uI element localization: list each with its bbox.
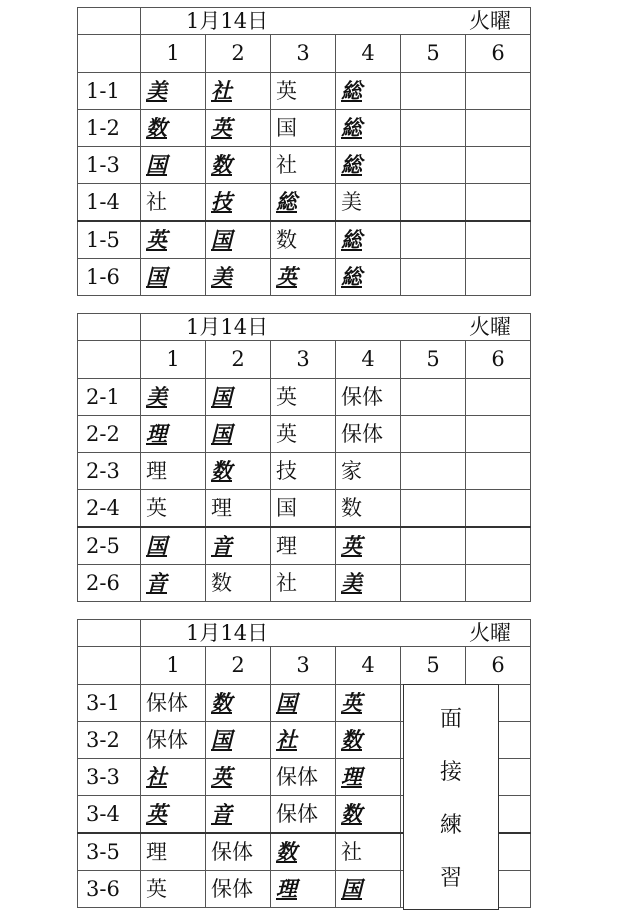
subject-cell <box>271 685 336 722</box>
subject-label: 社 <box>211 78 232 103</box>
subject-label: 理 <box>146 839 167 864</box>
weekday-label: 火曜 <box>469 8 511 33</box>
table-row <box>78 73 531 110</box>
subject-cell <box>271 527 336 565</box>
subject-cell <box>271 110 336 147</box>
subject-label: 英 <box>276 78 297 103</box>
subject-cell <box>206 259 271 296</box>
subject-label: 保体 <box>276 764 318 789</box>
subject-label: 国 <box>211 384 232 409</box>
subject-cell <box>141 221 206 259</box>
date-label: 1月14日 <box>186 620 269 645</box>
corner-cell <box>78 8 141 35</box>
subject-label: 保体 <box>341 384 383 409</box>
subject-cell <box>271 565 336 602</box>
subject-label: 数 <box>146 115 167 140</box>
period-number: 4 <box>336 35 401 73</box>
subject-label: 国 <box>146 264 167 289</box>
period-number: 4 <box>336 647 401 685</box>
subject-label: 美 <box>146 384 167 409</box>
subject-cell <box>466 221 531 259</box>
period-number: 6 <box>466 341 531 379</box>
subject-label: 国 <box>146 152 167 177</box>
class-label: 1-6 <box>78 259 141 296</box>
subject-label: 理 <box>211 495 232 520</box>
subject-label: 音 <box>211 801 232 826</box>
subject-cell <box>271 416 336 453</box>
subject-cell <box>141 759 206 796</box>
notice-char: 接 <box>439 760 462 785</box>
date-row <box>78 620 531 647</box>
subject-label: 保体 <box>276 801 318 826</box>
table-row <box>78 490 531 528</box>
subject-cell <box>466 259 531 296</box>
subject-cell <box>206 685 271 722</box>
subject-label: 総 <box>341 78 362 103</box>
subject-cell <box>336 416 401 453</box>
subject-label: 音 <box>211 533 232 558</box>
subject-label: 英 <box>146 876 167 901</box>
date-header <box>141 620 531 647</box>
date-header <box>141 8 531 35</box>
subject-cell <box>401 147 466 184</box>
subject-cell <box>206 379 271 416</box>
subject-label: 数 <box>341 495 362 520</box>
subject-label: 総 <box>341 264 362 289</box>
subject-cell <box>271 833 336 871</box>
subject-label: 国 <box>341 876 362 901</box>
class-label: 2-6 <box>78 565 141 602</box>
subject-cell <box>271 184 336 222</box>
subject-label: 理 <box>276 533 297 558</box>
corner-cell <box>78 620 141 647</box>
subject-cell <box>206 527 271 565</box>
table-row <box>78 147 531 184</box>
subject-cell <box>206 722 271 759</box>
subject-label: 保体 <box>211 876 253 901</box>
subject-label: 数 <box>276 839 297 864</box>
period-number: 4 <box>336 341 401 379</box>
subject-cell <box>336 379 401 416</box>
class-label: 2-4 <box>78 490 141 528</box>
subject-label: 数 <box>276 227 297 252</box>
subject-label: 保体 <box>341 421 383 446</box>
subject-label: 技 <box>211 189 232 214</box>
class-label: 2-5 <box>78 527 141 565</box>
subject-cell <box>401 184 466 222</box>
corner-cell <box>78 314 141 341</box>
subject-cell <box>141 110 206 147</box>
subject-label: 保体 <box>146 727 188 752</box>
subject-cell <box>336 685 401 722</box>
subject-label: 理 <box>146 421 167 446</box>
subject-label: 理 <box>341 764 362 789</box>
subject-label: 社 <box>276 570 297 595</box>
subject-label: 家 <box>341 458 362 483</box>
class-label: 3-1 <box>78 685 141 722</box>
subject-cell <box>206 796 271 834</box>
subject-label: 数 <box>211 570 232 595</box>
subject-cell <box>401 565 466 602</box>
subject-cell <box>271 871 336 908</box>
subject-cell <box>401 259 466 296</box>
period-header-row <box>78 35 531 73</box>
subject-cell <box>336 147 401 184</box>
subject-cell <box>271 221 336 259</box>
subject-label: 英 <box>341 533 362 558</box>
period-number: 5 <box>401 647 466 685</box>
subject-cell <box>401 73 466 110</box>
subject-cell <box>206 565 271 602</box>
class-label: 3-2 <box>78 722 141 759</box>
period-header-row <box>78 647 531 685</box>
corner-cell <box>78 647 141 685</box>
subject-label: 美 <box>146 78 167 103</box>
subject-cell <box>401 110 466 147</box>
subject-label: 国 <box>146 533 167 558</box>
subject-cell <box>336 565 401 602</box>
subject-label: 社 <box>146 189 167 214</box>
subject-cell <box>206 759 271 796</box>
period-number: 1 <box>141 35 206 73</box>
subject-label: 数 <box>211 690 232 715</box>
timetable-grade-2 <box>77 313 531 602</box>
subject-label: 国 <box>276 115 297 140</box>
subject-cell <box>271 722 336 759</box>
table-row <box>78 379 531 416</box>
table-row <box>78 416 531 453</box>
subject-cell <box>271 796 336 834</box>
subject-cell <box>466 490 531 528</box>
subject-cell <box>141 796 206 834</box>
table-row <box>78 221 531 259</box>
subject-cell <box>206 833 271 871</box>
subject-cell <box>336 73 401 110</box>
subject-cell <box>141 871 206 908</box>
period-number: 5 <box>401 341 466 379</box>
subject-label: 英 <box>341 690 362 715</box>
subject-label: 保体 <box>146 690 188 715</box>
subject-label: 数 <box>341 727 362 752</box>
subject-cell <box>336 221 401 259</box>
subject-cell <box>271 453 336 490</box>
subject-label: 社 <box>146 764 167 789</box>
class-label: 3-3 <box>78 759 141 796</box>
date-label: 1月14日 <box>186 8 269 33</box>
subject-cell <box>141 722 206 759</box>
period-number: 3 <box>271 647 336 685</box>
subject-cell <box>141 259 206 296</box>
class-label: 2-3 <box>78 453 141 490</box>
period-number: 1 <box>141 647 206 685</box>
subject-cell <box>141 490 206 528</box>
subject-cell <box>401 490 466 528</box>
subject-cell <box>401 453 466 490</box>
period-number: 3 <box>271 341 336 379</box>
notice-char: 習 <box>439 866 462 891</box>
period-number: 1 <box>141 341 206 379</box>
subject-cell <box>466 416 531 453</box>
table-row <box>78 565 531 602</box>
subject-label: 総 <box>276 189 297 214</box>
subject-label: 国 <box>211 421 232 446</box>
class-label: 2-2 <box>78 416 141 453</box>
subject-label: 英 <box>211 764 232 789</box>
subject-cell <box>336 184 401 222</box>
class-label: 1-5 <box>78 221 141 259</box>
period-number: 2 <box>206 341 271 379</box>
subject-cell <box>271 147 336 184</box>
interview-practice-notice <box>403 684 499 910</box>
subject-cell <box>466 527 531 565</box>
subject-cell <box>271 490 336 528</box>
subject-cell <box>271 759 336 796</box>
class-label: 1-3 <box>78 147 141 184</box>
subject-label: 社 <box>276 727 297 752</box>
weekday-label: 火曜 <box>469 314 511 339</box>
subject-cell <box>141 379 206 416</box>
subject-cell <box>466 565 531 602</box>
subject-cell <box>271 259 336 296</box>
subject-cell <box>206 416 271 453</box>
subject-cell <box>141 685 206 722</box>
subject-cell <box>466 453 531 490</box>
subject-label: 数 <box>211 458 232 483</box>
subject-cell <box>206 110 271 147</box>
subject-cell <box>206 453 271 490</box>
subject-cell <box>141 527 206 565</box>
subject-cell <box>466 110 531 147</box>
class-label: 3-4 <box>78 796 141 834</box>
subject-cell <box>141 184 206 222</box>
subject-cell <box>141 147 206 184</box>
period-number: 2 <box>206 35 271 73</box>
subject-cell <box>141 453 206 490</box>
subject-cell <box>336 527 401 565</box>
period-number: 3 <box>271 35 336 73</box>
period-number: 6 <box>466 647 531 685</box>
subject-cell <box>466 147 531 184</box>
subject-cell <box>401 416 466 453</box>
date-row <box>78 8 531 35</box>
period-number: 6 <box>466 35 531 73</box>
subject-cell <box>336 833 401 871</box>
subject-cell <box>401 527 466 565</box>
subject-label: 総 <box>341 115 362 140</box>
subject-label: 国 <box>211 727 232 752</box>
subject-cell <box>141 833 206 871</box>
subject-label: 美 <box>341 570 362 595</box>
period-header-row <box>78 341 531 379</box>
subject-cell <box>466 73 531 110</box>
subject-cell <box>401 221 466 259</box>
subject-label: 社 <box>341 839 362 864</box>
subject-cell <box>206 871 271 908</box>
table-row <box>78 527 531 565</box>
subject-cell <box>206 184 271 222</box>
subject-label: 英 <box>276 264 297 289</box>
subject-label: 数 <box>341 801 362 826</box>
class-label: 1-1 <box>78 73 141 110</box>
subject-cell <box>206 490 271 528</box>
corner-cell <box>78 35 141 73</box>
subject-label: 国 <box>276 495 297 520</box>
subject-cell <box>336 490 401 528</box>
subject-label: 英 <box>146 495 167 520</box>
date-row <box>78 314 531 341</box>
subject-label: 数 <box>211 152 232 177</box>
table-row <box>78 453 531 490</box>
subject-label: 美 <box>211 264 232 289</box>
subject-label: 国 <box>276 690 297 715</box>
subject-label: 英 <box>276 384 297 409</box>
subject-label: 音 <box>146 570 167 595</box>
subject-cell <box>336 871 401 908</box>
period-number: 2 <box>206 647 271 685</box>
subject-cell <box>141 565 206 602</box>
class-label: 1-4 <box>78 184 141 222</box>
subject-cell <box>336 110 401 147</box>
period-number: 5 <box>401 35 466 73</box>
date-label: 1月14日 <box>186 314 269 339</box>
notice-char: 練 <box>439 813 462 838</box>
subject-label: 理 <box>146 458 167 483</box>
class-label: 3-6 <box>78 871 141 908</box>
subject-label: 国 <box>211 227 232 252</box>
subject-cell <box>401 379 466 416</box>
subject-cell <box>336 722 401 759</box>
subject-cell <box>466 184 531 222</box>
subject-cell <box>336 759 401 796</box>
table-row <box>78 184 531 222</box>
subject-cell <box>336 796 401 834</box>
date-header <box>141 314 531 341</box>
weekday-label: 火曜 <box>469 620 511 645</box>
table-row <box>78 259 531 296</box>
subject-cell <box>206 73 271 110</box>
corner-cell <box>78 341 141 379</box>
subject-label: 総 <box>341 152 362 177</box>
table-row <box>78 110 531 147</box>
class-label: 2-1 <box>78 379 141 416</box>
subject-label: 美 <box>341 189 362 214</box>
subject-label: 社 <box>276 152 297 177</box>
subject-cell <box>206 147 271 184</box>
subject-cell <box>271 379 336 416</box>
subject-cell <box>336 259 401 296</box>
subject-label: 理 <box>276 876 297 901</box>
subject-label: 英 <box>211 115 232 140</box>
subject-cell <box>466 379 531 416</box>
subject-label: 英 <box>146 801 167 826</box>
subject-cell <box>336 453 401 490</box>
subject-label: 英 <box>276 421 297 446</box>
notice-char: 面 <box>439 707 462 732</box>
class-label: 1-2 <box>78 110 141 147</box>
subject-cell <box>141 73 206 110</box>
timetable-grade-1 <box>77 7 531 296</box>
subject-label: 総 <box>341 227 362 252</box>
class-label: 3-5 <box>78 833 141 871</box>
subject-label: 保体 <box>211 839 253 864</box>
subject-label: 英 <box>146 227 167 252</box>
subject-label: 技 <box>276 458 297 483</box>
subject-cell <box>141 416 206 453</box>
subject-cell <box>206 221 271 259</box>
subject-cell <box>271 73 336 110</box>
